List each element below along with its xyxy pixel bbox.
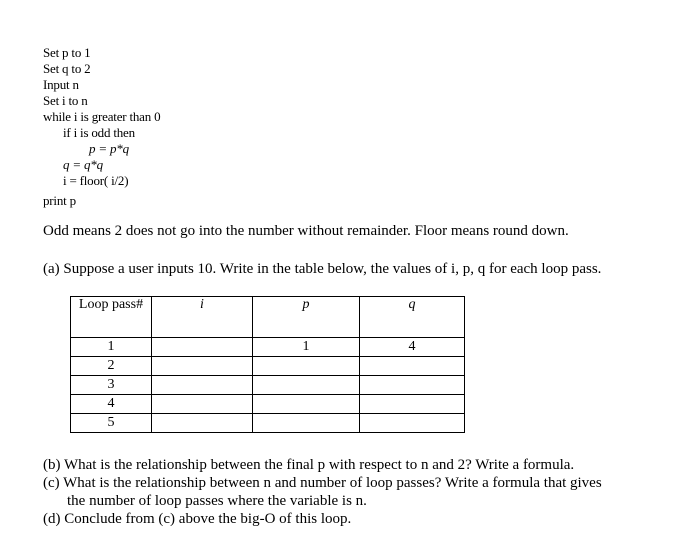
cell-i[interactable] [152,376,253,395]
header-q: q [360,297,465,338]
header-loop-pass: Loop pass# [71,297,152,338]
question-c-line1: (c) What is the relationship between n and number of loop passes? Write a formula that gives [43,475,602,491]
algo-line: if i is odd then [63,125,135,140]
cell-pass: 5 [71,414,152,433]
table-row [71,395,465,414]
cell-pass: 1 [71,338,152,357]
question-b: (b) What is the relationship between the final p with respect to n and 2? Write a formula. [43,457,575,473]
table-row [71,414,465,433]
definition-note: Odd means 2 does not go into the number without remainder. Floor means round down. [43,223,569,239]
cell-p[interactable]: 1 [253,338,360,357]
cell-q[interactable] [360,395,465,414]
algo-line: Set i to n [43,93,88,108]
algorithm-pseudocode [43,45,160,209]
table-header-row [71,297,465,338]
cell-q[interactable] [360,376,465,395]
algo-line: i = floor( i/2) [63,173,129,188]
cell-p[interactable] [253,376,360,395]
header-p: p [253,297,360,338]
table-row [71,357,465,376]
loop-table [70,296,465,433]
cell-p[interactable] [253,357,360,376]
question-a: (a) Suppose a user inputs 10. Write in the table below, the values of i, p, q for each loop pass. [43,261,602,277]
cell-p[interactable] [253,395,360,414]
cell-i[interactable] [152,414,253,433]
cell-i[interactable] [152,338,253,357]
algo-line: Set q to 2 [43,61,91,76]
cell-i[interactable] [152,395,253,414]
cell-q[interactable]: 4 [360,338,465,357]
question-d: (d) Conclude from (c) above the big-O of this loop. [43,511,352,527]
cell-p[interactable] [253,414,360,433]
cell-pass: 3 [71,376,152,395]
question-c-line2: the number of loop passes where the variable is n. [67,493,367,509]
cell-q[interactable] [360,357,465,376]
cell-q[interactable] [360,414,465,433]
header-i: i [152,297,253,338]
algo-line: Set p to 1 [43,45,91,60]
cell-pass: 4 [71,395,152,414]
algo-line: Input n [43,77,79,92]
table-row [71,376,465,395]
cell-i[interactable] [152,357,253,376]
algo-line: q = q*q [63,157,103,172]
cell-pass: 2 [71,357,152,376]
questions-block [43,456,602,528]
algo-line: print p [43,193,76,208]
algo-line: p = p*q [89,141,129,156]
algo-line: while i is greater than 0 [43,109,161,124]
table-row [71,338,465,357]
